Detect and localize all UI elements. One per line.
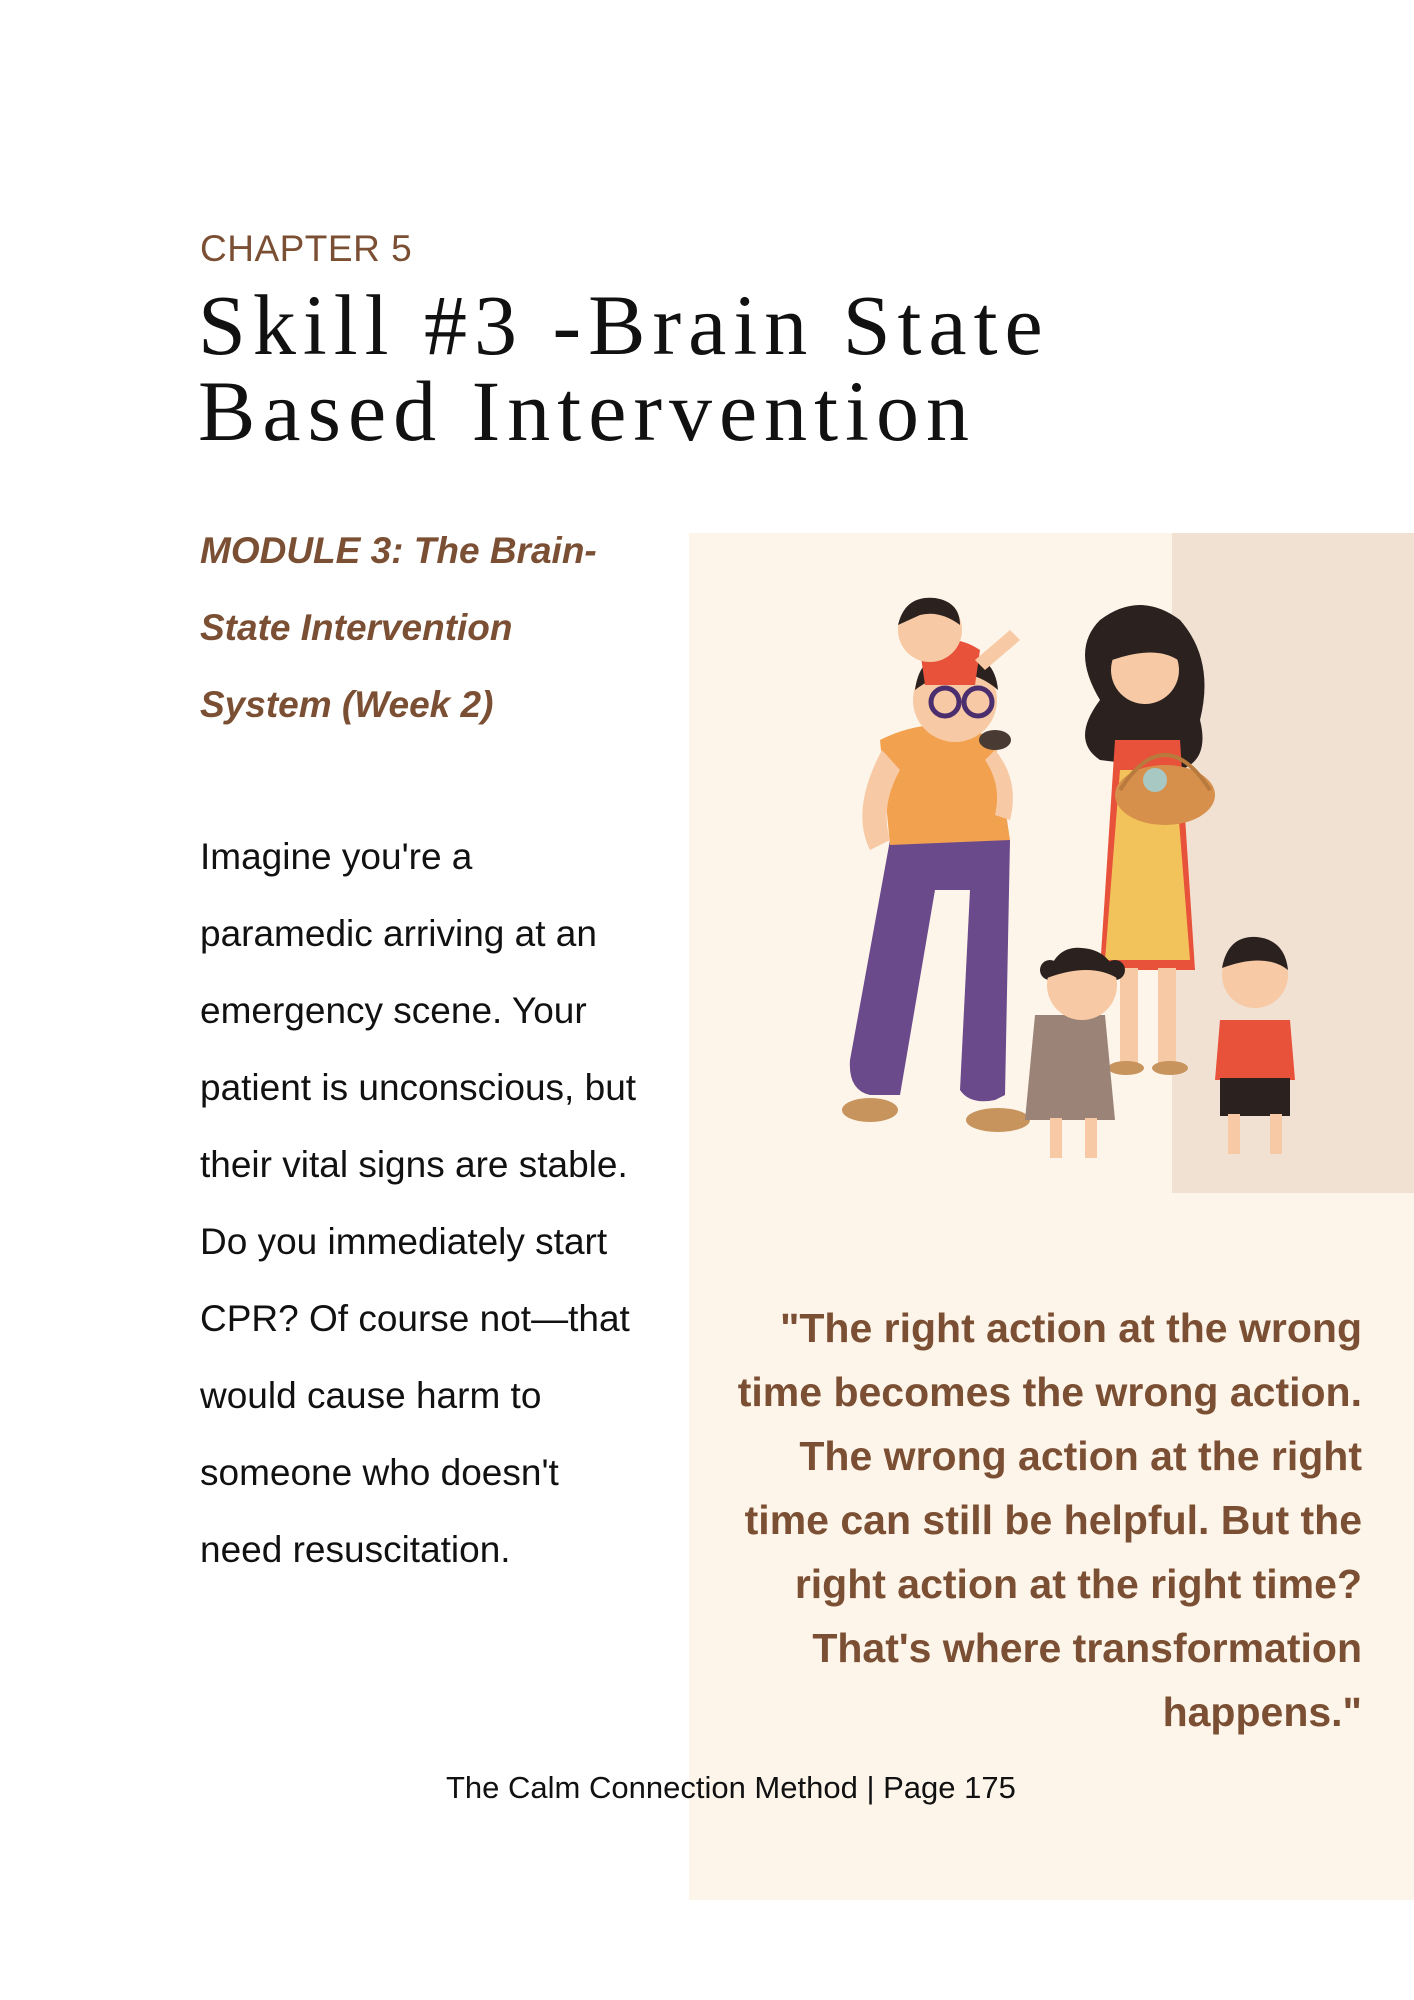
pull-quote: "The right action at the wrong time becomes the wrong action. The wrong action at the right time can still be helpful. But the right action at the right time? That's where transformation happens." [737,1305,1362,1735]
page-title-line-2: Based Intervention [198,363,976,459]
module-heading: MODULE 3: The Brain-State Intervention System (Week 2) [200,530,597,725]
page-title-line-1: Skill #3 -Brain State [198,277,1050,373]
boy-figure [1215,937,1295,1154]
family-walking-illustration [770,590,1370,1210]
body-paragraph: Imagine you're a paramedic arriving at an emergency scene. Your patient is unconscious, but their vital signs are stable. Do you immediately start CPR? Of course not—that would cause harm to someone who doesn't need resuscitation. [200,836,637,1570]
chapter-label: CHAPTER 5 [200,228,413,269]
girl-figure [1025,948,1125,1158]
father-figure [842,652,1030,1132]
page-footer: The Calm Connection Method | Page 175 [446,1770,1016,1805]
page-title [198,277,1198,459]
